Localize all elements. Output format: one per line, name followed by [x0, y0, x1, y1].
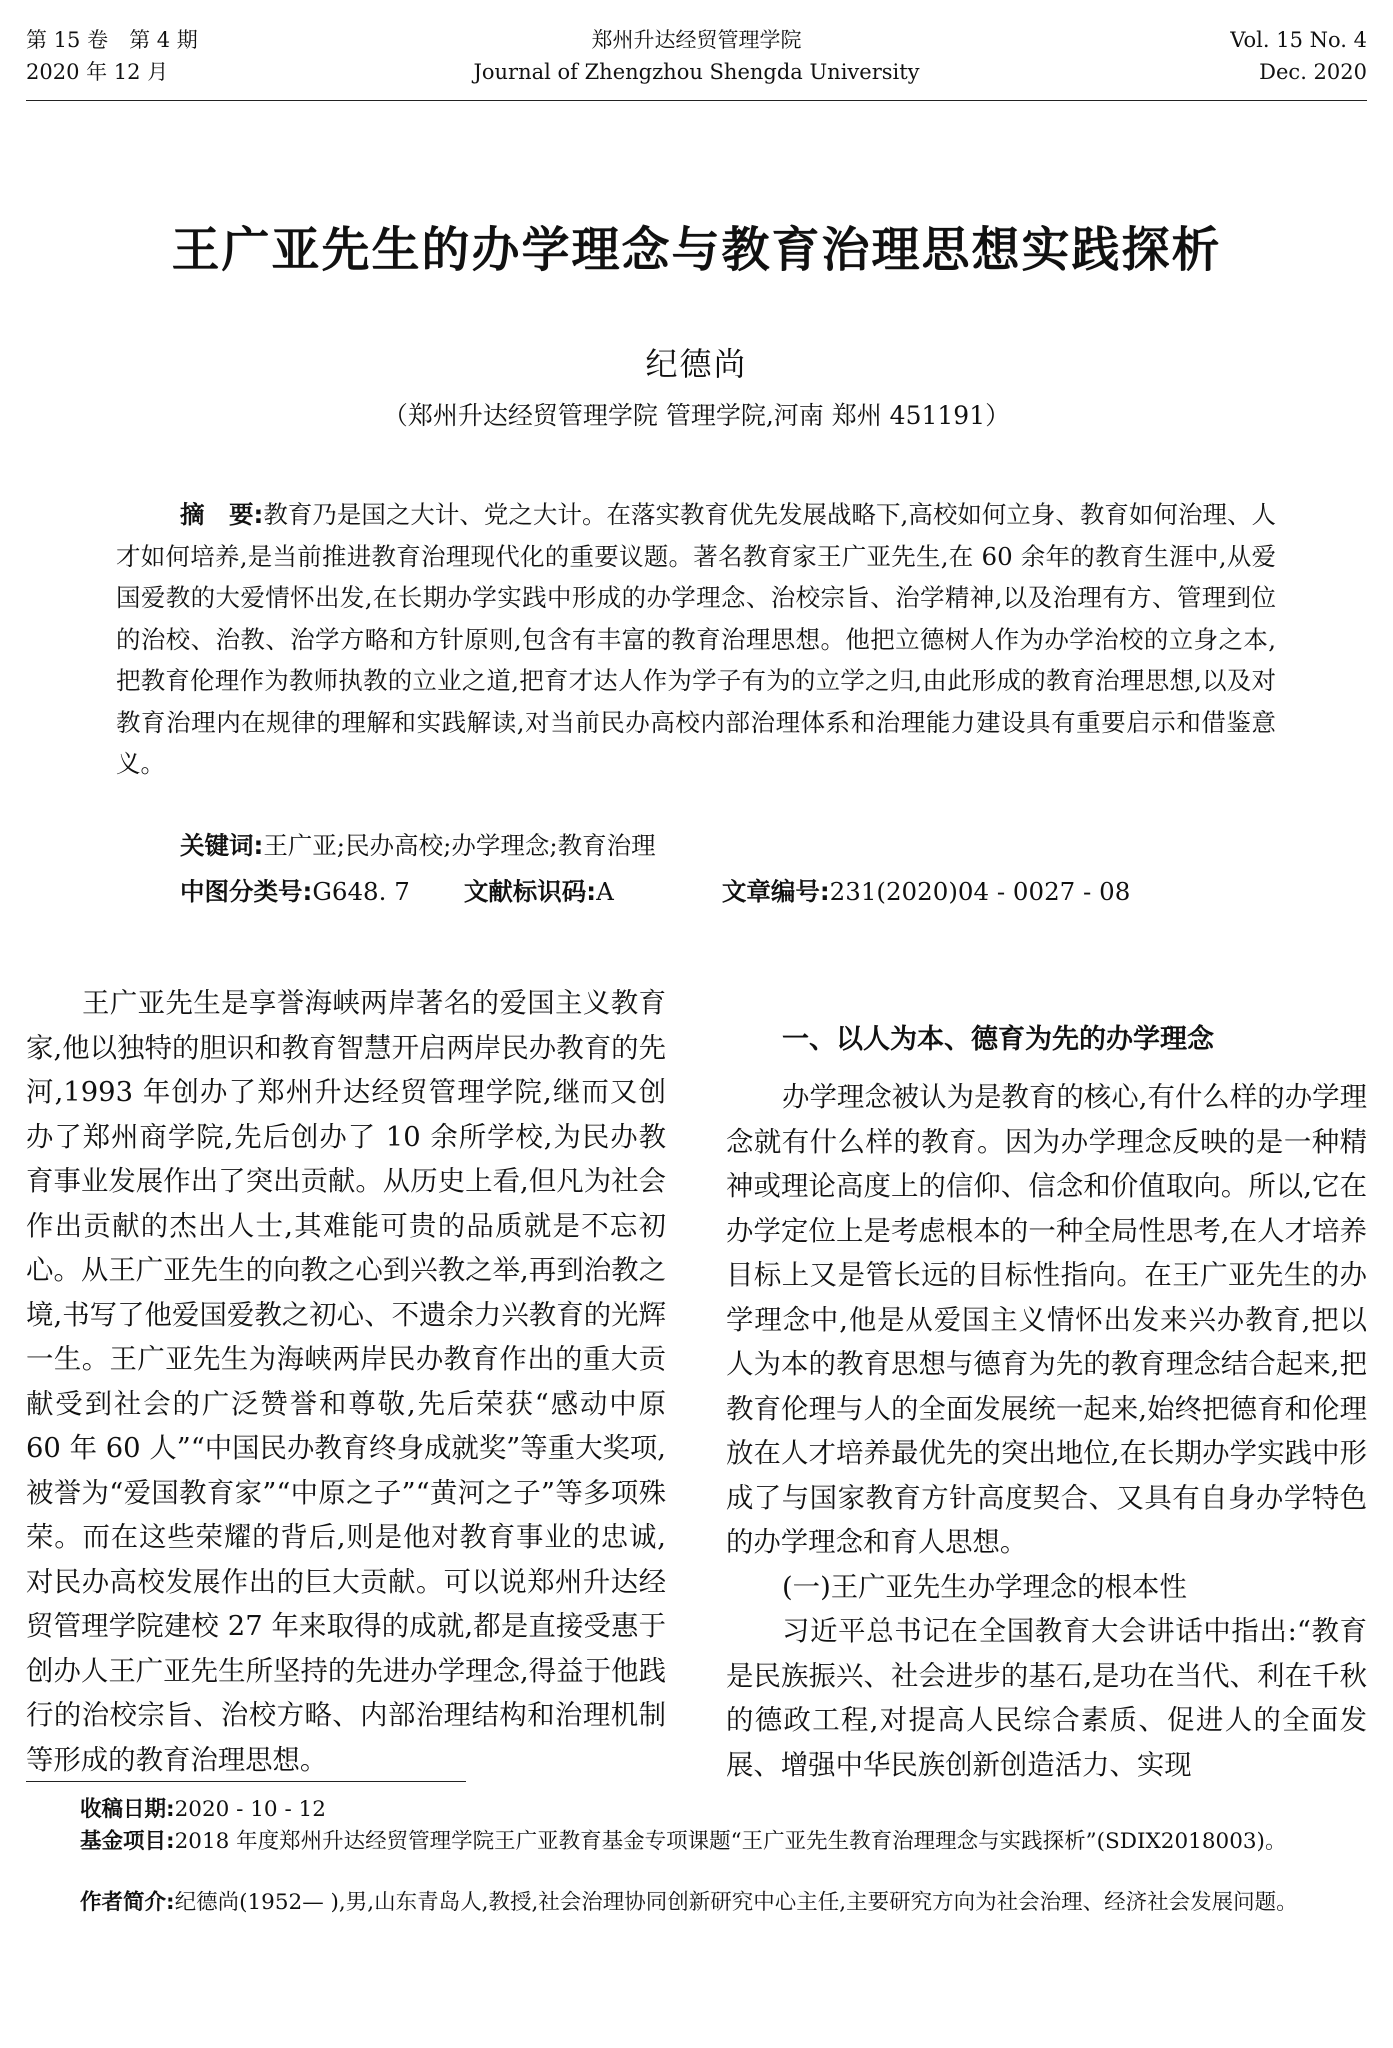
journal-name-chinese: 郑州升达经贸管理学院: [591, 28, 802, 52]
abstract-paragraph: [116, 494, 1276, 785]
clc-label: 中图分类号:: [180, 877, 313, 906]
journal-volume-english: [1230, 24, 1367, 88]
fund-value: 2018 年度郑州升达经贸管理学院王广亚教育基金专项课题“王广亚先生教育治理理念与实践探析”(SDIX2018003)。: [174, 1829, 1287, 1854]
bio-label: 作者简介:: [80, 1890, 175, 1915]
journal-name-english: Journal of Zhengzhou Shengda University: [473, 60, 920, 84]
footnote-divider: [26, 1781, 466, 1782]
keywords: [180, 826, 656, 866]
footnote-fund: [80, 1828, 1365, 1856]
body-left-column: [26, 982, 666, 1783]
date-english-text: Dec. 2020: [1259, 60, 1367, 84]
received-label: 收稿日期:: [80, 1797, 175, 1822]
section-paragraph: 办学理念被认为是教育的核心,有什么样的办学理念就有什么样的教育。因为办学理念反映的是一种精神或理论高度上的信仰、信念和价值取向。所以,它在办学定位上是考虑根本的一种全局性思考,在人才培养目标上又是管长远的目标性指向。在王广亚先生的办学理念中,他是从爱国主义情怀出发来兴办教育,把以人为本的教育思想与德育为先的教育理念结合起来,把教育伦理与人的全面发展统一起来,始终把德育和伦理放在人才培养最优先的突出地位,在长期办学实践中形成了与国家教育方针高度契合、又具有自身办学特色的办学理念和育人思想。: [726, 1082, 1367, 1558]
article-title: 王广亚先生的办学理念与教育治理思想实践探析: [171, 222, 1222, 278]
bio-value: 纪德尚(1952— ),男,山东青岛人,教授,社会治理协同创新研究中心主任,主要研究方向为社会治理、经济社会发展问题。: [174, 1890, 1298, 1915]
keywords-text: 王广亚;民办高校;办学理念;教育治理: [263, 831, 656, 860]
article-id-label: 文章编号:: [721, 877, 830, 906]
footnote-author-bio: [80, 1889, 1365, 1917]
subsection-paragraph: 习近平总书记在全国教育大会讲话中指出:“教育是民族振兴、社会进步的基石,是功在当代、利在千秋的德政工程,对提高人民综合素质、促进人的全面发展、增强中华民族创新创造活力、实现: [726, 1616, 1367, 1781]
section-heading: 一、以人为本、德育为先的办学理念: [782, 1024, 1214, 1055]
doc-code-label: 文献标识码:: [463, 877, 597, 906]
article-id-value: 231(2020)04 - 0027 - 08: [829, 877, 1131, 906]
body-right-column: [726, 1020, 1367, 1788]
subsection-heading: (一)王广亚先生办学理念的根本性: [782, 1571, 1187, 1603]
classification-line: [180, 872, 1130, 912]
intro-paragraph: 王广亚先生是享誉海峡两岸著名的爱国主义教育家,他以独特的胆识和教育智慧开启两岸民办教育的先河,1993 年创办了郑州升达经贸管理学院,继而又创办了郑州商学院,先后创办了 10 余所学校,为民办教育事业发展作出了突出贡献。从历史上看,但凡为社会作出贡献的杰出人士,其难能可贵的品质就是不忘初心。从王广亚先生的向教之心到兴教之举,再到治教之境,书写了他爱国爱教之初心、不遗余力兴教育的光辉一生。王广亚先生为海峡两岸民办教育作出的重大贡献受到社会的广泛赞誉和尊敬,先后荣获“感动中原 60 年 60 人”“中国民办教育终身成就奖”等重大奖项,被誉为“爱国教育家”“中原之子”“黄河之子”等多项殊荣。而在这些荣耀的背后,则是他对教育事业的忠诚,对民办高校发展作出的巨大贡献。可以说郑州升达经贸管理学院建校 27 年来取得的成就,都是直接受惠于创办人王广亚先生所坚持的先进办学理念,得益于他践行的治校宗旨、治校方略、内部治理结构和治理机制等形成的教育治理思想。: [26, 988, 666, 1776]
issue-date-text: 2020 年 12 月: [26, 60, 169, 84]
footnote-received: [80, 1796, 1365, 1824]
article-author: 纪德尚: [645, 345, 748, 383]
abstract: [116, 494, 1276, 785]
fund-label: 基金项目:: [80, 1829, 175, 1854]
doc-code-value: A: [596, 877, 614, 906]
abstract-label: 摘 要:: [180, 500, 264, 529]
author-affiliation: （郑州升达经贸管理学院 管理学院,河南 郑州 451191）: [382, 401, 1011, 430]
journal-name: [0, 24, 1393, 88]
clc-value: G648. 7: [312, 877, 410, 906]
keywords-label: 关键词:: [180, 831, 264, 860]
volume-english-text: Vol. 15 No. 4: [1230, 28, 1367, 52]
volume-issue-text: 第 15 卷 第 4 期: [26, 28, 198, 52]
header-divider: [26, 100, 1367, 101]
received-value: 2020 - 10 - 12: [174, 1797, 326, 1822]
abstract-text: 教育乃是国之大计、党之大计。在落实教育优先发展战略下,高校如何立身、教育如何治理、人才如何培养,是当前推进教育治理现代化的重要议题。著名教育家王广亚先生,在 60 余年的教育生涯中,从爱国爱教的大爱情怀出发,在长期办学实践中形成的办学理念、治校宗旨、治学精神,以及治理有方、管理到位的治校、治教、治学方略和方针原则,包含有丰富的教育治理思想。他把立德树人作为办学治校的立身之本,把教育伦理作为教师执教的立业之道,把育才达人作为学子有为的立学之归,由此形成的教育治理思想,以及对教育治理内在规律的理解和实践解读,对当前民办高校内部治理体系和治理能力建设具有重要启示和借鉴意义。: [116, 500, 1276, 778]
